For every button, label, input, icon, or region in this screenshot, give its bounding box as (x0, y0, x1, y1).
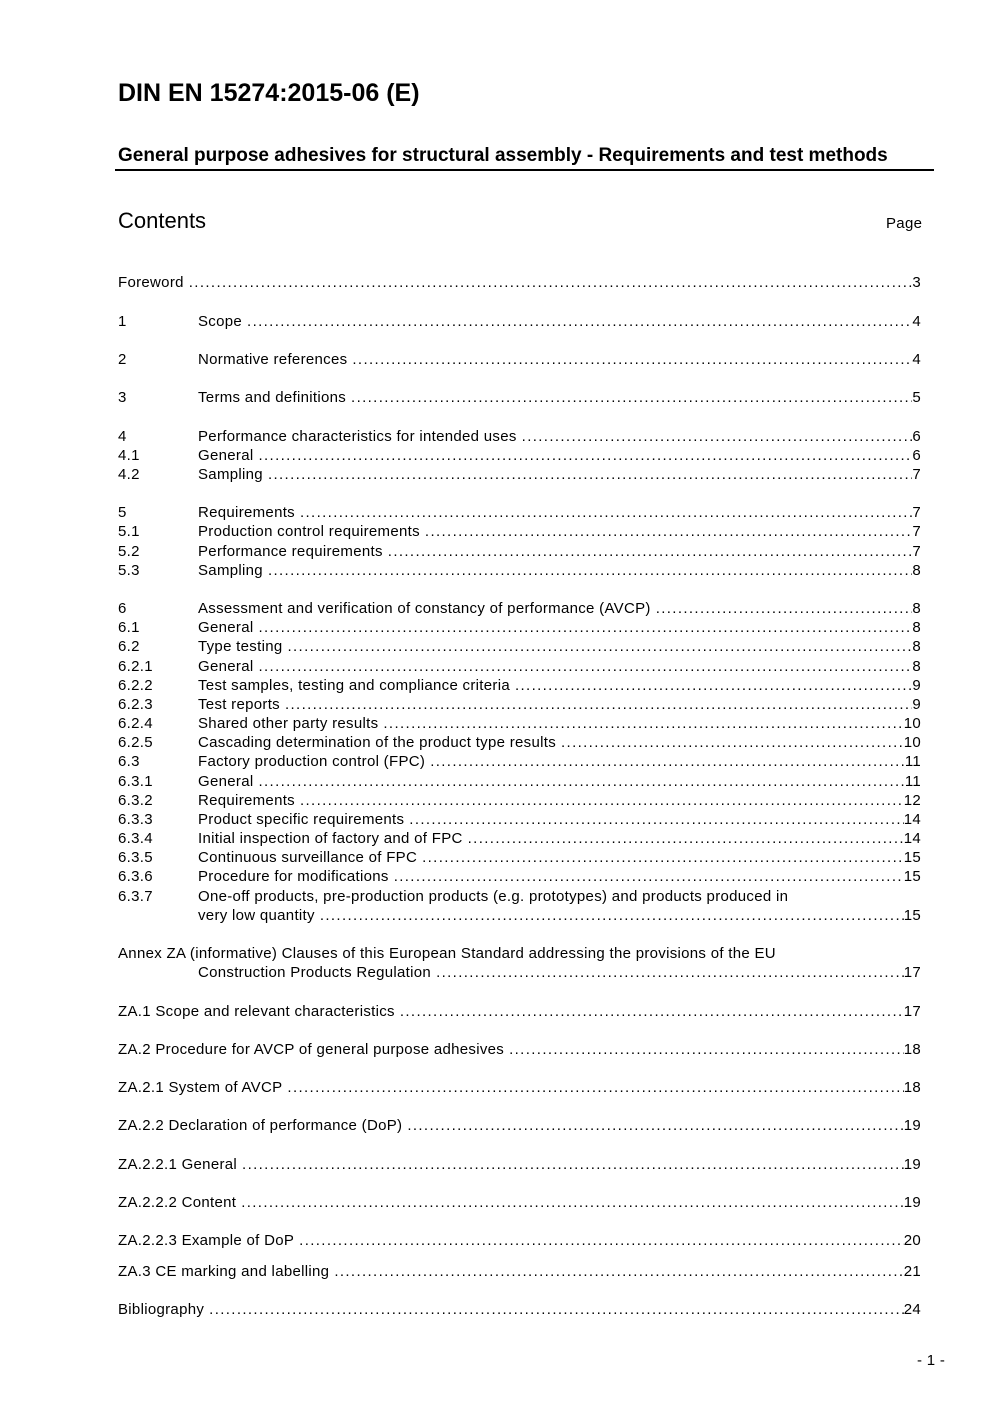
toc-entry-number: 6.3.4 (118, 830, 153, 847)
toc-entry-page: 12 (903, 792, 921, 809)
toc-entry-page: 5 (912, 389, 921, 406)
toc-entry-page: 11 (904, 773, 921, 790)
toc-entry[interactable] (118, 810, 921, 829)
toc-entry-page: 7 (912, 523, 921, 540)
toc-entry-number: 6.3.7 (118, 888, 153, 905)
toc-entry-title: One-off products, pre-production products (e.g. prototypes) and products produced in (198, 888, 789, 905)
toc-entry-page: 8 (912, 658, 921, 675)
toc-entry[interactable] (118, 695, 921, 714)
toc-entry[interactable] (118, 676, 921, 695)
toc-entry-title-continued: very low quantity (198, 907, 315, 924)
toc-entry-title: Performance characteristics for intended uses (198, 428, 517, 445)
toc-entry-title: ZA.2.2.3 Example of DoP (118, 1232, 295, 1249)
toc-entry-title: ZA.2 Procedure for AVCP of general purpose adhesives (118, 1041, 505, 1058)
toc-entry-continuation[interactable] (118, 906, 921, 925)
toc-entry[interactable] (118, 427, 921, 446)
toc-entry-number: 5 (118, 504, 127, 521)
toc-leader (242, 312, 912, 331)
toc-entry-title: Annex ZA (informative) Clauses of this European Standard addressing the provisions of the EU (118, 945, 776, 962)
toc-entry[interactable] (118, 350, 921, 369)
toc-entry-number: 2 (118, 351, 127, 368)
toc-entry-number: 4 (118, 428, 127, 445)
toc-entry-number: 6.2.1 (118, 658, 153, 675)
toc-entry-page: 14 (903, 830, 921, 847)
toc-entry-page: 19 (903, 1156, 921, 1173)
toc-entry[interactable] (118, 1040, 921, 1059)
toc-entry[interactable] (118, 618, 921, 637)
toc-entry[interactable] (118, 599, 921, 618)
toc-entry-title: ZA.3 CE marking and labelling (118, 1263, 330, 1280)
toc-entry-page: 9 (912, 696, 921, 713)
toc-leader (347, 350, 912, 369)
toc-entry-number: 6.3.3 (118, 811, 153, 828)
toc-entry[interactable] (118, 542, 921, 561)
toc-entry-page: 24 (903, 1301, 921, 1318)
toc-entry-title: Sampling (198, 466, 263, 483)
toc-entry[interactable] (118, 1231, 921, 1250)
toc-entry[interactable] (118, 388, 921, 407)
toc-leader (184, 273, 913, 292)
toc-leader (282, 1078, 903, 1097)
toc-entry[interactable] (118, 312, 921, 331)
toc-entry-number: 5.3 (118, 562, 140, 579)
toc-entry-number: 6.2.5 (118, 734, 153, 751)
toc-entry-number: 6.2 (118, 638, 140, 655)
toc-entry-number: 6.2.3 (118, 696, 153, 713)
toc-entry-number: 4.2 (118, 466, 140, 483)
toc-leader (263, 561, 912, 580)
toc-leader (282, 637, 912, 656)
toc-entry[interactable] (118, 503, 921, 522)
toc-entry[interactable] (118, 887, 921, 906)
toc-entry-page: 14 (903, 811, 921, 828)
toc-entry-number: 4.1 (118, 447, 140, 464)
toc-entry-number: 6.3 (118, 753, 140, 770)
toc-leader (402, 1116, 903, 1135)
toc-entry-page: 10 (903, 734, 921, 751)
toc-leader (389, 867, 904, 886)
toc-entry-number: 5.2 (118, 543, 140, 560)
toc-entry[interactable] (118, 752, 921, 771)
toc-leader (315, 906, 904, 925)
toc-entry[interactable] (118, 772, 921, 791)
toc-entry-title: Assessment and verification of constancy of performance (AVCP) (198, 600, 651, 617)
toc-entry-page: 8 (912, 600, 921, 617)
toc-leader (237, 1155, 904, 1174)
toc-entry[interactable] (118, 1155, 921, 1174)
toc-entry[interactable] (118, 446, 921, 465)
toc-leader (253, 446, 912, 465)
toc-leader (253, 657, 912, 676)
toc-entry[interactable] (118, 1116, 921, 1135)
toc-entry-page: 7 (912, 466, 921, 483)
toc-leader (236, 1193, 904, 1212)
toc-entry-annex[interactable] (118, 944, 921, 963)
toc-leader (280, 695, 912, 714)
toc-entry-number: 1 (118, 313, 127, 330)
toc-entry-page: 7 (912, 504, 921, 521)
toc-leader (253, 618, 912, 637)
toc-entry[interactable] (118, 1262, 921, 1281)
toc-entry-title: Initial inspection of factory and of FPC (198, 830, 463, 847)
toc-entry-title: Normative references (198, 351, 348, 368)
toc-entry-title: Foreword (118, 274, 184, 291)
page-number: - 1 - (917, 1352, 946, 1369)
toc-leader (294, 1231, 904, 1250)
toc-entry-number: 6.2.4 (118, 715, 153, 732)
toc-leader (346, 388, 912, 407)
toc-entry-bibliography[interactable] (118, 1300, 921, 1319)
toc-entry-title: Requirements (198, 504, 295, 521)
toc-entry-number: 6.3.5 (118, 849, 153, 866)
document-id: DIN EN 15274:2015-06 (E) (118, 79, 420, 107)
toc-leader (463, 829, 904, 848)
toc-leader (404, 810, 903, 829)
toc-entry-title: ZA.2.2.1 General (118, 1156, 238, 1173)
toc-entry-title: ZA.2.2 Declaration of performance (DoP) (118, 1117, 403, 1134)
toc-leader (383, 542, 913, 561)
toc-entry-page: 15 (903, 868, 921, 885)
toc-entry-title: Requirements (198, 792, 295, 809)
toc-leader (420, 522, 912, 541)
toc-entry-page: 18 (903, 1079, 921, 1096)
toc-entry-page: 19 (903, 1117, 921, 1134)
toc-entry-title: ZA.2.2.2 Content (118, 1194, 237, 1211)
toc-entry-page: 17 (903, 964, 921, 981)
toc-entry-title: Continuous surveillance of FPC (198, 849, 418, 866)
toc-entry[interactable] (118, 465, 921, 484)
toc-entry-title: Production control requirements (198, 523, 420, 540)
toc-leader (651, 599, 913, 618)
toc-entry-page: 6 (912, 447, 921, 464)
toc-leader (504, 1040, 904, 1059)
toc-entry-number: 6.3.1 (118, 773, 153, 790)
toc-entry[interactable] (118, 733, 921, 752)
toc-entry[interactable] (118, 1002, 921, 1021)
toc-entry-title: General (198, 658, 254, 675)
toc-entry-foreword[interactable] (118, 273, 921, 292)
toc-entry-title: Scope (198, 313, 243, 330)
toc-entry-page: 18 (903, 1041, 921, 1058)
toc-entry[interactable] (118, 1193, 921, 1212)
toc-entry-page: 6 (912, 428, 921, 445)
toc-leader (431, 963, 904, 982)
toc-entry[interactable] (118, 848, 921, 867)
toc-leader (329, 1262, 903, 1281)
toc-entry-page: 17 (903, 1003, 921, 1020)
toc-entry-number: 3 (118, 389, 127, 406)
title-rule (115, 169, 934, 171)
toc-entry-number: 5.1 (118, 523, 140, 540)
toc-entry-page: 10 (903, 715, 921, 732)
toc-entry[interactable] (118, 714, 921, 733)
toc-leader (510, 676, 912, 695)
toc-entry-page: 3 (912, 274, 921, 291)
toc-entry-page: 8 (912, 619, 921, 636)
toc-leader (295, 791, 904, 810)
toc-entry-title: ZA.2.1 System of AVCP (118, 1079, 283, 1096)
toc-entry[interactable] (118, 522, 921, 541)
toc-entry-title: Factory production control (FPC) (198, 753, 426, 770)
document-title: General purpose adhesives for structural assembly - Requirements and test methods (118, 145, 888, 166)
contents-heading: Contents (118, 208, 207, 233)
toc-entry-title: Product specific requirements (198, 811, 405, 828)
toc-entry[interactable] (118, 561, 921, 580)
toc-entry[interactable] (118, 637, 921, 656)
toc-entry-page: 20 (903, 1232, 921, 1249)
toc-entry-number: 6 (118, 600, 127, 617)
toc-entry-title: General (198, 447, 254, 464)
toc-leader (417, 848, 904, 867)
toc-leader (395, 1002, 904, 1021)
toc-entry-title: Bibliography (118, 1301, 205, 1318)
toc-entry-page: 21 (903, 1263, 921, 1280)
toc-entry-title: Shared other party results (198, 715, 379, 732)
toc-leader (204, 1300, 904, 1319)
toc-entry-number: 6.1 (118, 619, 140, 636)
toc-entry-title: Test reports (198, 696, 280, 713)
toc-entry-title: General (198, 773, 254, 790)
toc-entry-title: Procedure for modifications (198, 868, 389, 885)
toc-entry-page: 15 (903, 907, 921, 924)
toc-entry-title: ZA.1 Scope and relevant characteristics (118, 1003, 395, 1020)
toc-leader (425, 752, 905, 771)
toc-entry-title: Sampling (198, 562, 263, 579)
toc-entry-title: Type testing (198, 638, 283, 655)
toc-leader (263, 465, 912, 484)
toc-leader (378, 714, 903, 733)
toc-entry-title: Cascading determination of the product type results (198, 734, 556, 751)
toc-leader (253, 772, 904, 791)
toc-entry-number: 6.2.2 (118, 677, 153, 694)
toc-entry[interactable] (118, 657, 921, 676)
toc-entry-page: 11 (904, 753, 921, 770)
toc-leader (295, 503, 912, 522)
toc-entry-title: Terms and definitions (198, 389, 347, 406)
toc-entry[interactable] (118, 1078, 921, 1097)
toc-entry-continuation[interactable] (118, 963, 921, 982)
toc-entry-number: 6.3.6 (118, 868, 153, 885)
page-column-heading: Page (886, 215, 923, 232)
toc-entry-page: 8 (912, 638, 921, 655)
toc-entry-title: General (198, 619, 254, 636)
toc-entry-page: 4 (912, 313, 921, 330)
toc-entry[interactable] (118, 829, 921, 848)
toc-entry-title: Test samples, testing and compliance criteria (198, 677, 510, 694)
toc-entry[interactable] (118, 867, 921, 886)
toc-leader (556, 733, 904, 752)
toc-entry[interactable] (118, 791, 921, 810)
toc-entry-page: 9 (912, 677, 921, 694)
toc-entry-page: 19 (903, 1194, 921, 1211)
toc-leader (517, 427, 913, 446)
toc-entry-page: 4 (912, 351, 921, 368)
toc-entry-title-continued: Construction Products Regulation (198, 964, 432, 981)
toc-entry-page: 15 (903, 849, 921, 866)
toc-entry-page: 7 (912, 543, 921, 560)
toc-entry-number: 6.3.2 (118, 792, 153, 809)
toc-entry-title: Performance requirements (198, 543, 383, 560)
toc-entry-page: 8 (912, 562, 921, 579)
